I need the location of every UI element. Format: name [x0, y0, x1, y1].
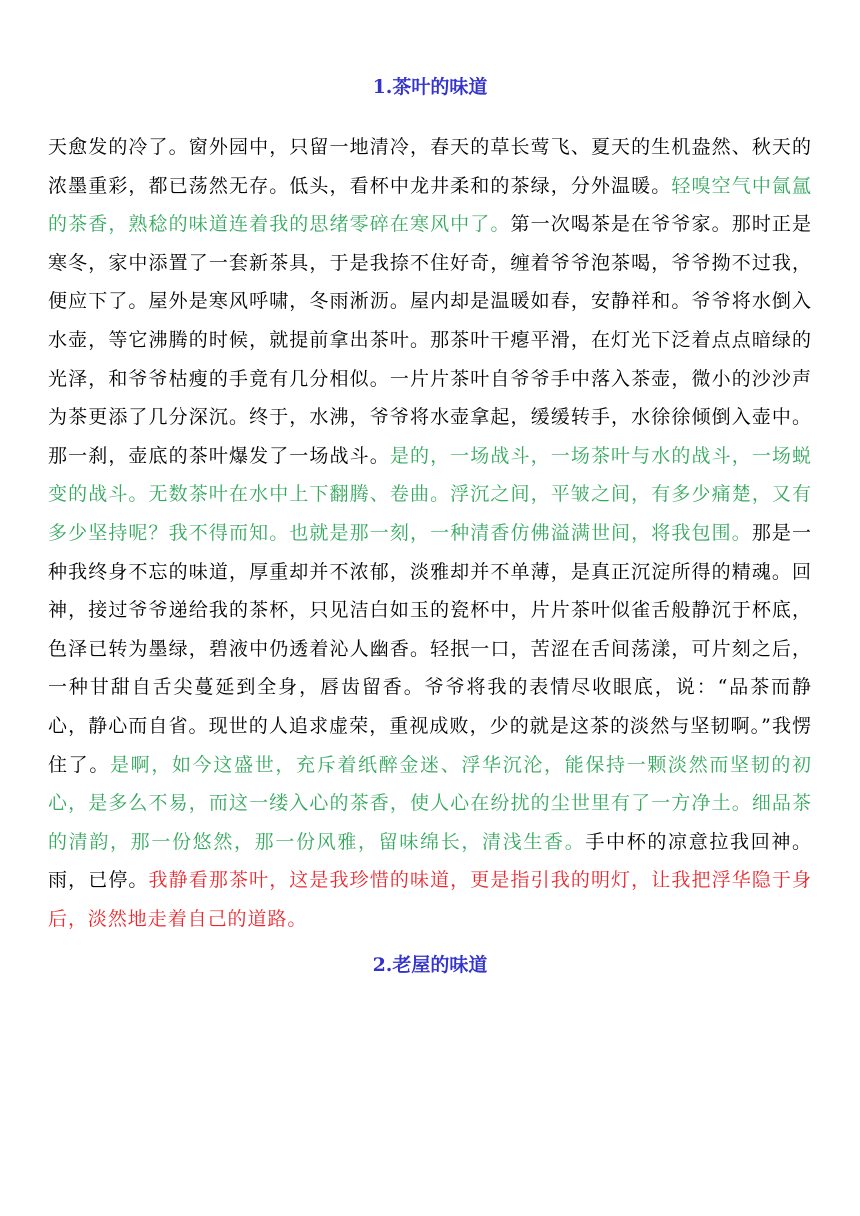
highlight-green-tea-fragrance: 轻嗅空气中氤氲的茶香，熟稔的味道连着我的思绪零碎在寒风中了。: [48, 174, 812, 236]
sentence-return: 手中杯的凉意拉我回神。雨，已停。: [48, 830, 813, 892]
sentence-grandpa-words: 那是一种我终身不忘的味道，厚重却并不浓郁，淡雅却并不单薄，是真正沉淀所得的精魂。回神，接过爷爷递给我的茶杯，只见洁白如玉的瓷杯中，片片茶叶似雀舌般静沉于杯底，色泽已转为墨绿，碧液中仍透着沁人幽香。轻抿一口，苦涩在舌间荡漾，可片刻之后，一种甘甜自舌尖蔓延到全身，唇齿留香。爷爷将我的表情尽收眼底，说：“品茶而静心，静心而自省。现世的人追求虚荣，重视成败，少的就是这茶的淡然与坚韧啊。”我愣住了。: [48, 521, 812, 776]
sentence-first-tea: 第一次喝茶是在爷爷家。那时正是寒冬，家中添置了一套新茶具，于是我捺不住好奇，缠着爷爷泡茶喝，爷爷拗不过我，便应下了。屋外是寒风呼啸，冬雨淅沥。屋内却是温暖如春，安静祥和。爷爷将水倒入水壶，等它沸腾的时候，就提前拿出茶叶。那茶叶干瘪平滑，在灯光下泛着点点暗绿的光泽，和爷爷枯瘦的手竟有几分相似。一片片茶叶自爷爷手中落入茶壶，微小的沙沙声为茶更添了几分深沉。终于，水沸，爷爷将水壶拿起，缓缓转手，水徐徐倾倒入壶中。那一刹，壶底的茶叶爆发了一场战斗。: [48, 213, 812, 467]
essay-paragraph: [48, 128, 812, 938]
document-page: [48, 70, 812, 982]
highlight-green-battle: 是的，一场战斗，一场茶叶与水的战斗，一场蜕变的战斗。无数茶叶在水中上下翻腾、卷曲。浮沉之间，平皱之间，有多少痛楚，又有多少坚持呢？我不得而知。也就是那一刻，一种清香仿佛溢满世间，将我包围。: [48, 444, 812, 544]
section-title-tea: 1.茶叶的味道: [372, 76, 488, 98]
sentence-intro: 天愈发的冷了。窗外园中，只留一地清冷，春天的草长莺飞、夏天的生机盎然、秋天的浓墨重彩，都已荡然无存。低头，看杯中龙井柔和的茶绿，分外温暖。: [48, 136, 812, 197]
highlight-red-conclusion: 我静看那茶叶，这是我珍惜的味道，更是指引我的明灯，让我把浮华隐于身后，淡然地走着自己的道路。: [48, 869, 812, 930]
highlight-green-reflection: 是啊，如今这盛世，充斥着纸醉金迷、浮华沉沦，能保持一颗淡然而坚韧的初心，是多么不易，而这一缕入心的茶香，使人心在纷扰的尘世里有了一方净土。细品茶的清韵，那一份悠然，那一份风雅，留味绵长，清浅生香。: [48, 753, 812, 853]
section-title-old-house: 2.老屋的味道: [372, 954, 488, 977]
